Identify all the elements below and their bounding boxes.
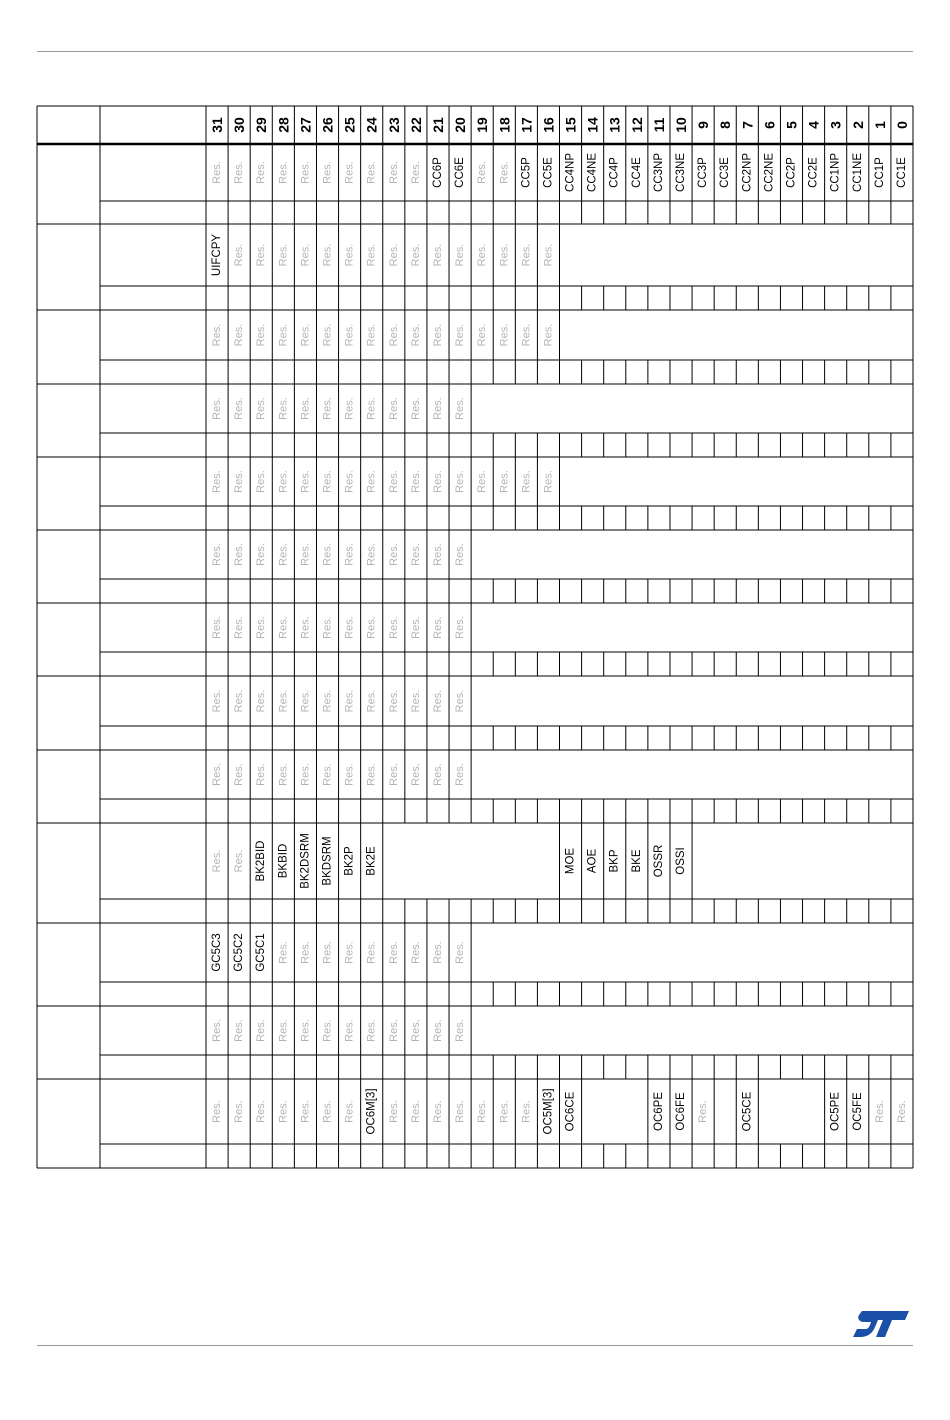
- register-bit-label: BK2P: [343, 846, 356, 876]
- reserved-bit-label: Res.: [299, 323, 312, 347]
- reserved-bit-label: Res.: [454, 397, 467, 420]
- reserved-bit-label: Res.: [233, 689, 246, 713]
- bit-number-header: 28: [275, 117, 292, 133]
- reserved-bit-label: Res.: [255, 161, 268, 184]
- reserved-bit-label: Res.: [431, 243, 444, 267]
- reserved-bit-label: Res.: [343, 243, 356, 267]
- reserved-bit-label: Res.: [409, 161, 422, 184]
- bit-number-header: 13: [606, 117, 623, 133]
- reserved-bit-label: Res.: [343, 689, 356, 713]
- register-bit-label: CC1NE: [851, 153, 864, 192]
- register-bit-label: BKE: [630, 849, 643, 873]
- bit-number-header: 19: [474, 117, 491, 133]
- reserved-bit-label: Res.: [409, 941, 422, 964]
- register-bit-label: BKP: [608, 849, 621, 873]
- reserved-bit-label: Res.: [431, 616, 444, 639]
- bit-number-header: 15: [562, 117, 579, 133]
- reserved-bit-label: Res.: [255, 1100, 268, 1123]
- reserved-bit-label: Res.: [498, 161, 511, 184]
- reserved-bit-label: Res.: [697, 1100, 710, 1123]
- reserved-bit-label: Res.: [255, 470, 268, 493]
- reserved-bit-label: Res.: [233, 470, 246, 493]
- reserved-bit-label: Res.: [542, 323, 555, 347]
- reserved-bit-label: Res.: [365, 397, 378, 420]
- reserved-bit-label: Res.: [387, 397, 400, 420]
- reserved-bit-label: Res.: [233, 323, 246, 347]
- reserved-bit-label: Res.: [343, 616, 356, 639]
- reserved-bit-label: Res.: [299, 470, 312, 493]
- reserved-bit-label: Res.: [321, 543, 334, 566]
- reserved-bit-label: Res.: [431, 763, 444, 786]
- reserved-bit-label: Res.: [299, 616, 312, 639]
- reserved-bit-label: Res.: [409, 323, 422, 347]
- bit-number-header: 1: [871, 121, 888, 129]
- bit-number-header: 2: [849, 121, 866, 129]
- reserved-bit-label: Res.: [431, 323, 444, 347]
- register-bit-label: CC5E: [542, 157, 555, 188]
- reserved-bit-label: Res.: [277, 161, 290, 184]
- register-bit-label: CC5P: [520, 157, 533, 188]
- reserved-bit-label: Res.: [365, 543, 378, 566]
- bit-number-header: 26: [319, 117, 336, 133]
- reserved-bit-label: Res.: [233, 543, 246, 566]
- reserved-bit-label: Res.: [365, 616, 378, 639]
- reserved-bit-label: Res.: [454, 1100, 467, 1123]
- reserved-bit-label: Res.: [299, 941, 312, 964]
- register-bit-label: CC4P: [608, 157, 621, 188]
- reserved-bit-label: Res.: [365, 1019, 378, 1042]
- reserved-bit-label: Res.: [343, 763, 356, 786]
- reserved-bit-label: Res.: [365, 689, 378, 713]
- reserved-bit-label: Res.: [498, 323, 511, 347]
- reserved-bit-label: Res.: [431, 1019, 444, 1042]
- reserved-bit-label: Res.: [454, 941, 467, 964]
- reserved-bit-label: Res.: [895, 1100, 908, 1123]
- register-bit-label: CC3E: [719, 157, 732, 188]
- reserved-bit-label: Res.: [343, 543, 356, 566]
- reserved-bit-label: Res.: [387, 1019, 400, 1042]
- reserved-bit-label: Res.: [365, 941, 378, 964]
- reserved-bit-label: Res.: [431, 397, 444, 420]
- reserved-bit-label: Res.: [387, 689, 400, 713]
- register-bit-label: GC5C3: [211, 933, 224, 972]
- reserved-bit-label: Res.: [520, 323, 533, 347]
- reserved-bit-label: Res.: [233, 616, 246, 639]
- reserved-bit-label: Res.: [409, 689, 422, 713]
- register-bit-label: OSSI: [675, 847, 688, 875]
- bit-number-header: 14: [584, 117, 601, 133]
- register-bit-label: OC6PE: [652, 1092, 665, 1131]
- reserved-bit-label: Res.: [387, 1100, 400, 1123]
- reserved-bit-label: Res.: [409, 397, 422, 420]
- register-bit-label: CC4NP: [564, 153, 577, 192]
- bit-number-header: 4: [805, 121, 822, 129]
- reserved-bit-label: Res.: [255, 1019, 268, 1042]
- reserved-bit-label: Res.: [299, 161, 312, 184]
- reserved-bit-label: Res.: [542, 470, 555, 493]
- reserved-bit-label: Res.: [211, 397, 224, 420]
- register-bit-label: OC6CE: [564, 1091, 577, 1132]
- register-bit-label: CC2NP: [741, 153, 754, 192]
- bit-number-header: 8: [717, 121, 734, 129]
- reserved-bit-label: Res.: [343, 1019, 356, 1042]
- reserved-bit-label: Res.: [321, 616, 334, 639]
- reserved-bit-label: Res.: [255, 763, 268, 786]
- register-bit-label: CC3NP: [652, 153, 665, 192]
- bit-number-header: 30: [231, 117, 248, 133]
- bit-number-header: 29: [253, 117, 270, 133]
- reserved-bit-label: Res.: [476, 161, 489, 184]
- reserved-bit-label: Res.: [387, 243, 400, 267]
- reserved-bit-label: Res.: [365, 243, 378, 267]
- register-bit-label: OC6M[3]: [365, 1088, 378, 1135]
- reserved-bit-label: Res.: [454, 243, 467, 267]
- reserved-bit-label: Res.: [454, 543, 467, 566]
- bit-number-header: 6: [761, 121, 778, 129]
- register-bit-label: BK2BID: [255, 840, 268, 882]
- reserved-bit-label: Res.: [277, 397, 290, 420]
- register-bit-label: OSSR: [652, 844, 665, 878]
- bit-number-header: 17: [518, 117, 535, 133]
- reserved-bit-label: Res.: [277, 1019, 290, 1042]
- bit-number-header: 31: [209, 117, 226, 133]
- register-bit-label: OC5CE: [741, 1091, 754, 1132]
- bit-number-header: 12: [628, 117, 645, 133]
- reserved-bit-label: Res.: [454, 323, 467, 347]
- register-bit-label: BK2DSRM: [299, 833, 312, 889]
- reserved-bit-label: Res.: [387, 543, 400, 566]
- register-bit-label: BKDSRM: [321, 836, 334, 886]
- register-bit-label: CC6E: [454, 157, 467, 188]
- reserved-bit-label: Res.: [233, 1019, 246, 1042]
- reserved-bit-label: Res.: [409, 470, 422, 493]
- reserved-bit-label: Res.: [321, 470, 334, 493]
- reserved-bit-label: Res.: [387, 941, 400, 964]
- reserved-bit-label: Res.: [233, 849, 246, 873]
- reserved-bit-label: Res.: [343, 470, 356, 493]
- reserved-bit-label: Res.: [431, 470, 444, 493]
- reserved-bit-label: Res.: [233, 763, 246, 786]
- reserved-bit-label: Res.: [211, 1019, 224, 1042]
- reserved-bit-label: Res.: [233, 161, 246, 184]
- reserved-bit-label: Res.: [255, 689, 268, 713]
- reserved-bit-label: Res.: [409, 243, 422, 267]
- reserved-bit-label: Res.: [454, 689, 467, 713]
- reserved-bit-label: Res.: [409, 763, 422, 786]
- reserved-bit-label: Res.: [365, 470, 378, 493]
- reserved-bit-label: Res.: [299, 689, 312, 713]
- reserved-bit-label: Res.: [343, 941, 356, 964]
- register-bit-label: CC2P: [785, 157, 798, 188]
- reserved-bit-label: Res.: [409, 1100, 422, 1123]
- register-bit-label: OC6FE: [675, 1092, 688, 1131]
- register-bit-label: MOE: [564, 847, 577, 875]
- reserved-bit-label: Res.: [211, 616, 224, 639]
- bit-number-header: 23: [385, 117, 402, 133]
- reserved-bit-label: Res.: [454, 616, 467, 639]
- reserved-bit-label: Res.: [321, 1100, 334, 1123]
- reserved-bit-label: Res.: [321, 763, 334, 786]
- reserved-bit-label: Res.: [454, 470, 467, 493]
- register-bit-label: BKBID: [277, 843, 290, 879]
- register-bit-label: CC6P: [431, 157, 444, 188]
- reserved-bit-label: Res.: [211, 543, 224, 566]
- reserved-bit-label: Res.: [520, 243, 533, 267]
- register-bit-label: GC5C1: [255, 933, 268, 972]
- reserved-bit-label: Res.: [365, 763, 378, 786]
- reserved-bit-label: Res.: [299, 243, 312, 267]
- register-bit-label: GC5C2: [233, 933, 246, 972]
- bit-number-header: 27: [297, 117, 314, 133]
- register-bit-label: CC2NE: [763, 153, 776, 192]
- reserved-bit-label: Res.: [277, 323, 290, 347]
- reserved-bit-label: Res.: [277, 763, 290, 786]
- register-bit-label: UIFCPY: [211, 233, 224, 277]
- reserved-bit-label: Res.: [343, 397, 356, 420]
- register-bit-label: BK2E: [365, 846, 378, 876]
- reserved-bit-label: Res.: [299, 543, 312, 566]
- reserved-bit-label: Res.: [321, 1019, 334, 1042]
- reserved-bit-label: Res.: [299, 763, 312, 786]
- register-bit-label: CC1E: [895, 157, 908, 188]
- reserved-bit-label: Res.: [431, 543, 444, 566]
- reserved-bit-label: Res.: [211, 763, 224, 786]
- reserved-bit-label: Res.: [299, 397, 312, 420]
- reserved-bit-label: Res.: [277, 616, 290, 639]
- reserved-bit-label: Res.: [431, 1100, 444, 1123]
- reserved-bit-label: Res.: [321, 689, 334, 713]
- reserved-bit-label: Res.: [476, 1100, 489, 1123]
- reserved-bit-label: Res.: [387, 763, 400, 786]
- reserved-bit-label: Res.: [498, 470, 511, 493]
- bit-number-header: 11: [650, 117, 667, 133]
- bit-number-header: 21: [429, 117, 446, 133]
- reserved-bit-label: Res.: [387, 470, 400, 493]
- bit-number-header: 25: [341, 117, 358, 133]
- reserved-bit-label: Res.: [409, 1019, 422, 1042]
- register-bit-label: CC1NP: [829, 153, 842, 192]
- reserved-bit-label: Res.: [211, 849, 224, 873]
- reserved-bit-label: Res.: [277, 941, 290, 964]
- reserved-bit-label: Res.: [211, 689, 224, 713]
- reserved-bit-label: Res.: [498, 243, 511, 267]
- reserved-bit-label: Res.: [498, 1100, 511, 1123]
- reserved-bit-label: Res.: [454, 1019, 467, 1042]
- bit-number-header: 5: [783, 121, 800, 129]
- bit-number-header: 9: [695, 121, 712, 129]
- reserved-bit-label: Res.: [454, 763, 467, 786]
- bit-number-header: 10: [673, 117, 690, 133]
- reserved-bit-label: Res.: [343, 161, 356, 184]
- reserved-bit-label: Res.: [343, 1100, 356, 1123]
- reserved-bit-label: Res.: [321, 243, 334, 267]
- reserved-bit-label: Res.: [255, 616, 268, 639]
- bit-number-header: 18: [496, 117, 513, 133]
- reserved-bit-label: Res.: [211, 470, 224, 493]
- reserved-bit-label: Res.: [255, 543, 268, 566]
- reserved-bit-label: Res.: [343, 323, 356, 347]
- reserved-bit-label: Res.: [277, 470, 290, 493]
- bit-number-header: 0: [893, 121, 910, 129]
- reserved-bit-label: Res.: [321, 323, 334, 347]
- reserved-bit-label: Res.: [277, 243, 290, 267]
- reserved-bit-label: Res.: [299, 1100, 312, 1123]
- register-bit-label: OC5M[3]: [542, 1088, 555, 1135]
- reserved-bit-label: Res.: [321, 397, 334, 420]
- register-bit-label: CC1P: [873, 157, 886, 188]
- st-logo-icon: [852, 1308, 910, 1340]
- reserved-bit-label: Res.: [431, 941, 444, 964]
- register-bit-label: CC3NE: [675, 153, 688, 192]
- register-bit-label: OC5PE: [829, 1092, 842, 1131]
- reserved-bit-label: Res.: [387, 161, 400, 184]
- register-bit-label: CC4NE: [586, 153, 599, 192]
- reserved-bit-label: Res.: [409, 616, 422, 639]
- bit-number-header: 24: [363, 117, 380, 133]
- reserved-bit-label: Res.: [277, 1100, 290, 1123]
- reserved-bit-label: Res.: [476, 323, 489, 347]
- reserved-bit-label: Res.: [387, 323, 400, 347]
- register-bit-label: AOE: [586, 848, 599, 874]
- reserved-bit-label: Res.: [299, 1019, 312, 1042]
- reserved-bit-label: Res.: [387, 616, 400, 639]
- reserved-bit-label: Res.: [365, 323, 378, 347]
- reserved-bit-label: Res.: [321, 161, 334, 184]
- bit-number-header: 20: [452, 117, 469, 133]
- reserved-bit-label: Res.: [233, 1100, 246, 1123]
- reserved-bit-label: Res.: [476, 243, 489, 267]
- reserved-bit-label: Res.: [520, 470, 533, 493]
- reserved-bit-label: Res.: [873, 1100, 886, 1123]
- register-bit-label: CC2E: [807, 157, 820, 188]
- reserved-bit-label: Res.: [520, 1100, 533, 1123]
- bit-number-header: 16: [540, 117, 557, 133]
- reserved-bit-label: Res.: [277, 689, 290, 713]
- reserved-bit-label: Res.: [409, 543, 422, 566]
- reserved-bit-label: Res.: [431, 689, 444, 713]
- register-bit-label: CC4E: [630, 157, 643, 188]
- reserved-bit-label: Res.: [277, 543, 290, 566]
- reserved-bit-label: Res.: [365, 161, 378, 184]
- reserved-bit-label: Res.: [255, 323, 268, 347]
- reserved-bit-label: Res.: [211, 1100, 224, 1123]
- register-bit-label: OC5FE: [851, 1092, 864, 1131]
- reserved-bit-label: Res.: [476, 470, 489, 493]
- reserved-bit-label: Res.: [211, 323, 224, 347]
- reserved-bit-label: Res.: [211, 161, 224, 184]
- reserved-bit-label: Res.: [255, 243, 268, 267]
- reserved-bit-label: Res.: [542, 243, 555, 267]
- bit-number-header: 3: [827, 121, 844, 129]
- register-bit-label: CC3P: [697, 157, 710, 188]
- bit-number-header: 22: [407, 117, 424, 133]
- reserved-bit-label: Res.: [255, 397, 268, 420]
- reserved-bit-label: Res.: [233, 243, 246, 267]
- reserved-bit-label: Res.: [321, 941, 334, 964]
- reserved-bit-label: Res.: [233, 397, 246, 420]
- bit-number-header: 7: [739, 121, 756, 129]
